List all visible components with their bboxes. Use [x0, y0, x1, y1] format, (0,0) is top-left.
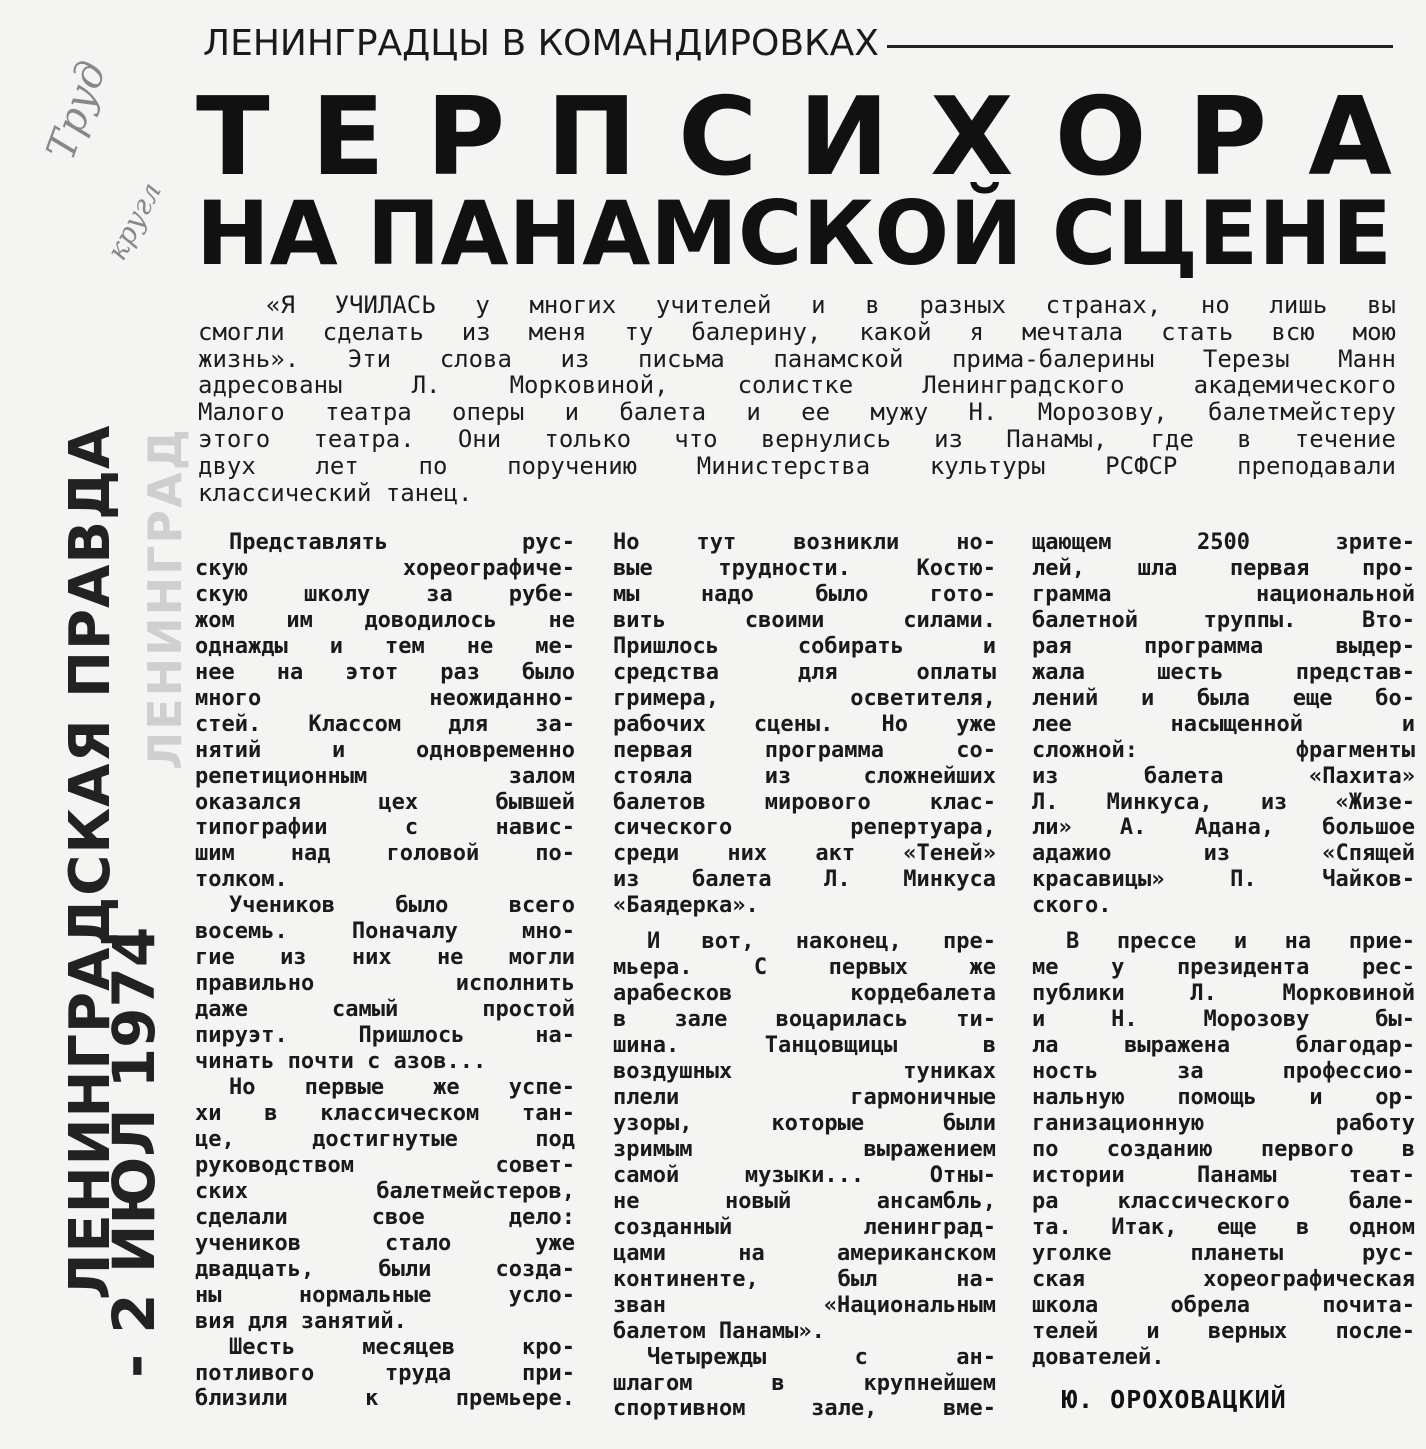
text-line: Учеников было всего: [229, 893, 575, 919]
article-column-3: [1032, 530, 1415, 1371]
text-line: спортивном зале, вме-: [613, 1396, 996, 1422]
text-line: шим над головой по-: [195, 841, 575, 867]
text-line: рабочих сцены. Но уже: [613, 711, 996, 737]
text-line: красавицы» П. Чайков-: [1032, 867, 1415, 893]
text-line: правильно исполнить: [195, 971, 575, 997]
text-line: жом им доводилось не: [195, 607, 575, 633]
text-line: нятий и одновременно: [195, 737, 575, 763]
text-line: учеников стало уже: [195, 1230, 575, 1256]
text-line: близили к премьере.: [195, 1386, 575, 1412]
text-line: Малого театра оперы и балета и ее мужу Н. Морозову, балетмейстеру: [198, 398, 1396, 427]
text-line: восемь. Поначалу мно-: [195, 919, 575, 945]
text-line: И вот, наконец, пре-: [647, 929, 996, 955]
handwritten-note: кругл: [100, 176, 169, 266]
paragraph-gap: [613, 919, 996, 929]
text-line: ра классического бале-: [1032, 1188, 1415, 1214]
text-line: сического репертуара,: [613, 815, 996, 841]
text-line: балетов мирового клас-: [613, 789, 996, 815]
text-line: зримым выражением: [613, 1136, 996, 1162]
text-line: щающем 2500 зрите-: [1032, 530, 1415, 555]
text-line: и Н. Морозову бы-: [1032, 1007, 1415, 1033]
text-line: нальную помощь и ор-: [1032, 1085, 1415, 1111]
text-line: этого театра. Они только что вернулись из Панамы, где в течение: [198, 424, 1396, 453]
headline-glyph: А: [1308, 75, 1392, 200]
text-line: толком.: [195, 867, 288, 893]
headline-line-2: [196, 182, 1392, 285]
text-line: ны нормальные усло-: [195, 1282, 575, 1308]
text-line: ская хореографическая: [1032, 1266, 1415, 1292]
text-line: руководством совет-: [195, 1152, 575, 1178]
text-line: грамма национальной: [1032, 581, 1415, 607]
paragraph-gap: [1032, 919, 1415, 929]
text-line: типографии с навис-: [195, 815, 575, 841]
text-line: по созданию первого в: [1032, 1136, 1415, 1162]
text-line: гримера, осветителя,: [613, 685, 996, 711]
text-line: смогли сделать из меня ту балерину, какой я мечтала стать всю мою: [198, 317, 1396, 346]
text-line: стояла из сложнейших: [613, 763, 996, 789]
text-line: вить своими силами.: [613, 607, 996, 633]
article-column-2: [613, 530, 996, 1422]
headline-glyph: Р: [1187, 75, 1268, 200]
article-column-1: [195, 530, 575, 1412]
text-line: истории Панамы теат-: [1032, 1162, 1415, 1188]
text-line: вые трудности. Костю-: [613, 555, 996, 581]
text-line: шлагом в крупнейшем: [613, 1370, 996, 1396]
headline-glyph: Р: [425, 75, 506, 200]
text-line: репетиционным залом: [195, 763, 575, 789]
text-line: зван «Национальным: [613, 1292, 996, 1318]
headline-glyph: Е: [310, 75, 385, 200]
text-line: плели гармоничные: [613, 1085, 996, 1111]
lead-paragraph: [198, 292, 1396, 506]
headline-glyph: СЦЕНЕ: [1051, 182, 1392, 285]
text-line: гие из них не могли: [195, 945, 575, 971]
text-line: адажио из «Спящей: [1032, 841, 1415, 867]
text-line: ли» А. Адана, большое: [1032, 815, 1415, 841]
text-line: средства для оплаты: [613, 659, 996, 685]
text-line: классический танец.: [198, 478, 473, 507]
text-line: жала шесть представ-: [1032, 659, 1415, 685]
text-line: первая программа со-: [613, 737, 996, 763]
text-line: много неожиданно-: [195, 685, 575, 711]
text-line: ских балетмейстеров,: [195, 1178, 575, 1204]
headline-glyph: Х: [930, 75, 1014, 200]
text-line: хи в классическом тан-: [195, 1100, 575, 1126]
text-line: балетной труппы. Вто-: [1032, 607, 1415, 633]
text-line: скую школу за рубе-: [195, 581, 575, 607]
author-signature: Ю. ОРОХОВАЦКИЙ: [1062, 1385, 1287, 1414]
text-line: однажды и тем не ме-: [195, 633, 575, 659]
text-line: стей. Классом для за-: [195, 711, 575, 737]
text-line: лей, шла первая про-: [1032, 555, 1415, 581]
text-line: арабесков кордебалета: [613, 981, 996, 1007]
text-line: оказался цех бывшей: [195, 789, 575, 815]
text-line: цами на американском: [613, 1240, 996, 1266]
headline-glyph: И: [798, 75, 889, 200]
text-line: школа обрела почита-: [1032, 1292, 1415, 1318]
text-line: скую хореографиче-: [195, 555, 575, 581]
headline-glyph: Т: [196, 75, 270, 200]
text-line: балетом Панамы».: [613, 1318, 825, 1344]
text-line: воздушных туниках: [613, 1059, 996, 1085]
text-line: та. Итак, еще в одном: [1032, 1214, 1415, 1240]
text-line: лений и была еще бо-: [1032, 685, 1415, 711]
text-line: ме у президента рес-: [1032, 955, 1415, 981]
text-line: Но первые же успе-: [229, 1075, 575, 1101]
newspaper-stamp: ЛЕНИНГРАДСКАЯ ПРАВДА: [58, 424, 123, 1300]
text-line: мьера. С первых же: [613, 955, 996, 981]
text-line: не новый ансамбль,: [613, 1188, 996, 1214]
text-line: из балета Л. Минкуса: [613, 867, 996, 893]
text-line: публики Л. Морковиной: [1032, 981, 1415, 1007]
text-line: уголке планеты рус-: [1032, 1240, 1415, 1266]
text-line: даже самый простой: [195, 997, 575, 1023]
text-line: сделали свое дело:: [195, 1204, 575, 1230]
text-line: двадцать, были созда-: [195, 1256, 575, 1282]
text-line: чинать почти с азов...: [195, 1049, 487, 1075]
text-line: Представлять рус-: [229, 530, 575, 555]
text-line: пируэт. Пришлось на-: [195, 1023, 575, 1049]
text-line: вия для занятий.: [195, 1308, 407, 1334]
headline-glyph: ПАНАМСКОЙ: [366, 182, 1023, 285]
text-line: в зале воцарилась ти-: [613, 1007, 996, 1033]
text-line: мы надо было гото-: [613, 581, 996, 607]
text-line: це, достигнутые под: [195, 1126, 575, 1152]
text-line: нее на этот раз было: [195, 659, 575, 685]
text-line: жизнь». Эти слова из письма панамской прима-балерины Терезы Манн: [198, 344, 1396, 373]
text-line: среди них акт «Теней»: [613, 841, 996, 867]
date-stamp: - 2 ИЮЛ 1974: [100, 926, 168, 1378]
text-line: самой музыки... Отны-: [613, 1162, 996, 1188]
show-through-text: ЛЕНИНГРАД: [138, 427, 192, 770]
text-line: ность за профессио-: [1032, 1059, 1415, 1085]
handwritten-note: Труд: [38, 55, 116, 166]
text-line: Л. Минкуса, из «Жизе-: [1032, 789, 1415, 815]
text-line: континенте, был на-: [613, 1266, 996, 1292]
text-line: из балета «Пахита»: [1032, 763, 1415, 789]
text-line: созданный ленинград-: [613, 1214, 996, 1240]
text-line: узоры, которые были: [613, 1110, 996, 1136]
rubric-title: ЛЕНИНГРАДЦЫ В КОМАНДИРОВКАХ: [203, 22, 879, 64]
text-line: Шесть месяцев кро-: [229, 1334, 575, 1360]
text-line: шина. Танцовщицы в: [613, 1033, 996, 1059]
text-line: В прессе и на прие-: [1066, 929, 1415, 955]
text-line: Четырежды с ан-: [647, 1344, 996, 1370]
text-line: телей и верных после-: [1032, 1318, 1415, 1344]
text-line: ского.: [1032, 893, 1112, 919]
headline-glyph: НА: [196, 182, 338, 285]
text-line: лее насыщенной и: [1032, 711, 1415, 737]
headline-glyph: С: [678, 75, 758, 200]
text-line: потливого труда при-: [195, 1360, 575, 1386]
text-line: Но тут возникли но-: [613, 530, 996, 555]
text-line: рая программа выдер-: [1032, 633, 1415, 659]
text-line: Пришлось собирать и: [613, 633, 996, 659]
rubric-rule: [887, 45, 1393, 48]
text-line: дователей.: [1032, 1344, 1165, 1370]
headline-line-1: [196, 75, 1392, 200]
rubric: [203, 18, 1393, 68]
text-line: ла выражена благодар-: [1032, 1033, 1415, 1059]
text-line: ганизационную работу: [1032, 1110, 1415, 1136]
headline-glyph: П: [546, 75, 637, 200]
text-line: «Баядерка».: [613, 893, 759, 919]
text-line: «Я УЧИЛАСЬ у многих учителей и в разных странах, но лишь вы: [266, 291, 1396, 319]
text-line: адресованы Л. Морковиной, солистке Ленинградского академического: [198, 371, 1396, 400]
headline-glyph: О: [1054, 75, 1147, 200]
text-line: двух лет по поручению Министерства культуры РСФСР преподавали: [198, 451, 1396, 480]
text-line: сложной: фрагменты: [1032, 737, 1415, 763]
